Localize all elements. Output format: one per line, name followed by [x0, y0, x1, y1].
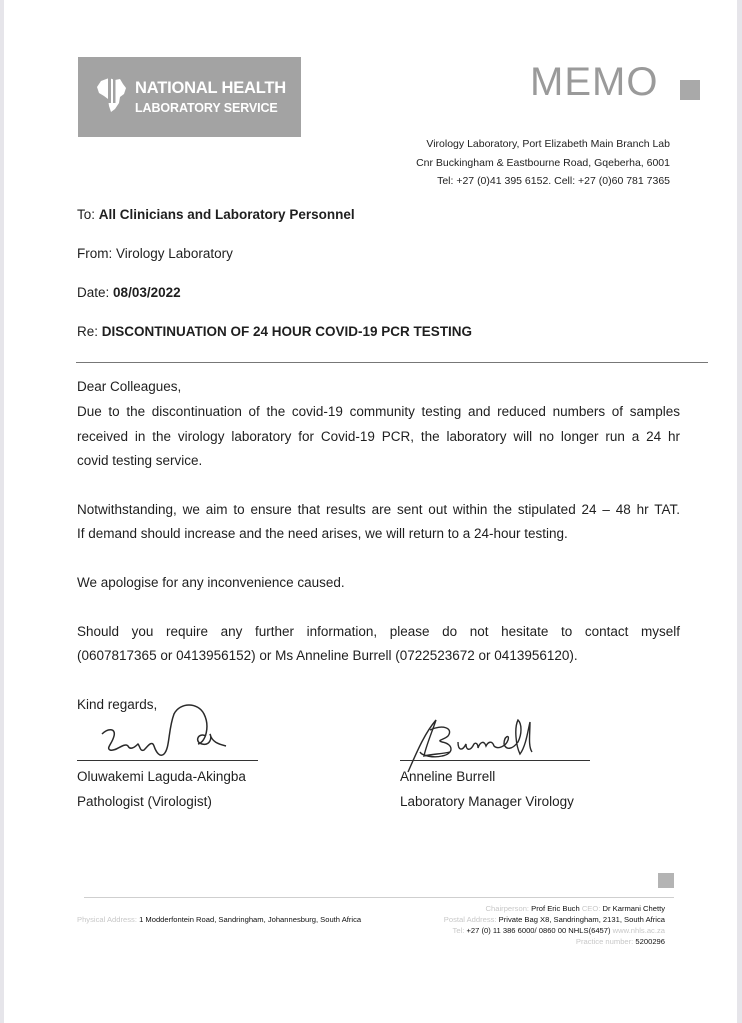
signatory2-title: Laboratory Manager Virology [400, 794, 574, 809]
address-line-2: Cnr Buckingham & Eastbourne Road, Gqeberha, 6001 [416, 157, 670, 169]
footer-square-mark [658, 873, 674, 888]
para2-line2: If demand should increase and the need arises, we will return to a 24-hour testing. [77, 526, 568, 541]
signature-line-1 [77, 760, 258, 761]
signatory1-title: Pathologist (Virologist) [77, 794, 212, 809]
footer-divider [84, 897, 674, 898]
para1-line1: Due to the discontinuation of the covid-19 community testing and reduced numbers of samples [77, 404, 680, 419]
from-label: From: [77, 246, 113, 261]
para2-line1: Notwithstanding, we aim to ensure that results are sent out within the stipulated 24 – 48 hr TAT. [77, 502, 680, 517]
to-value: All Clinicians and Laboratory Personnel [98, 207, 355, 222]
memo-square-mark [680, 80, 700, 100]
signature-laguda-akingba [94, 700, 244, 775]
header-divider [76, 362, 708, 363]
nhls-logo [78, 57, 301, 137]
practice-number-value: 5200296 [635, 937, 665, 946]
africa-map-icon [95, 75, 129, 115]
memo-page [4, 0, 737, 1023]
postal-address-value: Private Bag X8, Sandringham, 2131, South Africa [498, 915, 665, 924]
para4-line1: Should you require any further information, please do not hesitate to contact myself [77, 624, 680, 639]
footer-postal-address [444, 915, 665, 924]
chair-label: Chairperson: [485, 904, 530, 913]
salutation: Dear Colleagues, [77, 379, 182, 394]
signature-burrell [402, 710, 562, 776]
signatory2-name: Anneline Burrell [400, 769, 496, 784]
para4-line2: (0607817365 or 0413956152) or Ms Anneline Burrell (0722523672 or 0413956120). [77, 648, 578, 663]
date-field [77, 285, 181, 300]
ceo-label: CEO: [581, 904, 601, 913]
to-field [77, 207, 355, 222]
address-line-3: Tel: +27 (0)41 395 6152. Cell: +27 (0)60 781 7365 [437, 175, 670, 187]
para1-line3: covid testing service. [77, 453, 203, 468]
footer-leadership [486, 904, 665, 913]
signature-line-2 [400, 760, 590, 761]
footer-contact [453, 926, 665, 935]
physical-address-value: 1 Modderfontein Road, Sandringham, Johannesburg, South Africa [139, 915, 362, 924]
to-label: To: [77, 207, 96, 222]
closing: Kind regards, [77, 697, 158, 712]
footer-practice-number [576, 937, 665, 946]
date-value: 08/03/2022 [113, 285, 181, 300]
date-label: Date: [77, 285, 110, 300]
subject-field [77, 324, 472, 339]
signatory1-name: Oluwakemi Laguda-Akingba [77, 769, 246, 784]
tel-label: Tel: [452, 926, 465, 935]
website-link[interactable]: www.nhls.ac.za [612, 926, 665, 935]
memo-title: MEMO [530, 60, 659, 104]
logo-text-line1: NATIONAL HEALTH [135, 79, 286, 97]
from-value: Virology Laboratory [116, 246, 233, 261]
para3: We apologise for any inconvenience caused. [77, 575, 345, 590]
practice-number-label: Practice number: [575, 937, 634, 946]
postal-address-label: Postal Address: [443, 915, 497, 924]
address-line-1: Virology Laboratory, Port Elizabeth Main Branch Lab [426, 138, 670, 150]
para1-line2: received in the virology laboratory for Covid-19 PCR, the laboratory will no longer run a 24 hr [77, 429, 680, 444]
subject-label: Re: [77, 324, 99, 339]
ceo-value: Dr Karmani Chetty [602, 904, 665, 913]
logo-text-line2: LABORATORY SERVICE [135, 101, 278, 115]
subject-value: DISCONTINUATION OF 24 HOUR COVID-19 PCR TESTING [101, 324, 473, 339]
footer-physical-address [77, 915, 361, 924]
physical-address-label: Physical Address: [77, 915, 137, 924]
chair-value: Prof Eric Buch [531, 904, 580, 913]
from-field [77, 246, 233, 261]
tel-value: +27 (0) 11 386 6000/ 0860 00 NHLS(6457) [466, 926, 611, 935]
